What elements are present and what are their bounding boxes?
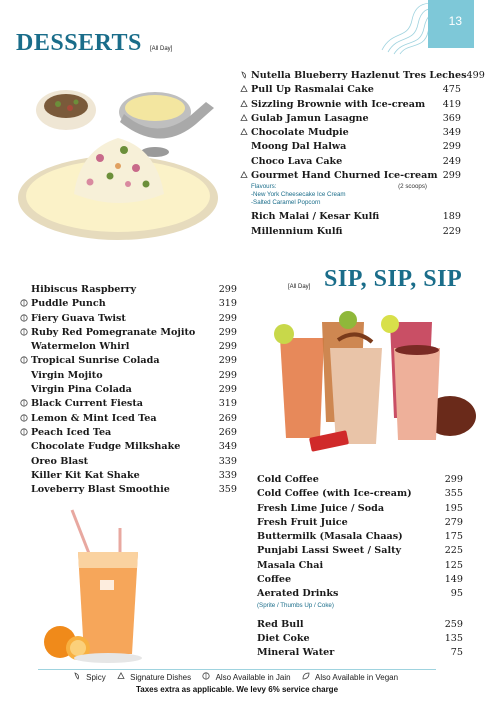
menu-item-price: 319: [218, 398, 237, 410]
menu-item: [31, 469, 237, 483]
menu-item: [257, 559, 463, 573]
menu-item-name: Sizzling Brownie with Ice-cream: [251, 98, 426, 110]
menu-item-price: 229: [442, 225, 461, 237]
jain-icon: [20, 314, 28, 322]
menu-item-name: Black Current Fiesta: [31, 398, 143, 410]
menu-item: [251, 169, 461, 183]
menu-item-price: 299: [442, 141, 461, 153]
menu-item: [251, 69, 485, 83]
menu-item-price: 149: [444, 574, 463, 586]
menu-item-name: Buttermilk (Masala Chaas): [257, 531, 403, 543]
menu-item-price: 259: [444, 618, 463, 630]
menu-item: [31, 312, 237, 326]
menu-item: [257, 530, 463, 544]
menu-item-name: Tropical Sunrise Colada: [31, 355, 160, 367]
menu-item: [257, 516, 463, 530]
menu-item-price: 279: [444, 516, 463, 528]
menu-item-price: 475: [442, 84, 461, 96]
menu-item: [257, 587, 463, 601]
menu-item-name: Killer Kit Kat Shake: [31, 469, 140, 481]
icon-legend: [0, 672, 474, 682]
menu-item-name: Fresh Fruit Juice: [257, 516, 348, 528]
menu-item-price: 299: [442, 170, 461, 182]
menu-item-price: 249: [442, 155, 461, 167]
menu-item-name: Fiery Guava Twist: [31, 312, 126, 324]
menu-item: [31, 397, 237, 411]
sip-menu-left: [31, 283, 237, 497]
menu-item-price: 175: [444, 531, 463, 543]
legend-jain-label: Also Available in Jain: [215, 673, 291, 682]
menu-item-price: 269: [218, 426, 237, 438]
menu-item-price: 299: [218, 355, 237, 367]
menu-item: [257, 473, 463, 487]
spicy-icon: [240, 71, 248, 79]
page-number: 13: [448, 14, 462, 28]
menu-item-price: 299: [218, 326, 237, 338]
menu-item-price: 359: [218, 484, 237, 496]
menu-item: [257, 618, 463, 632]
menu-item-name: Diet Coke: [257, 632, 310, 644]
legend-vegan: [302, 673, 401, 682]
legend-signature: [117, 673, 196, 682]
legend-spicy-label: Spicy: [86, 673, 106, 682]
menu-item-price: 195: [444, 502, 463, 514]
signature-icon: [240, 114, 248, 122]
menu-item-name: Hibiscus Raspberry: [31, 284, 137, 295]
menu-item: [31, 440, 237, 454]
menu-item: [251, 126, 461, 140]
menu-item-name: Rich Malai / Kesar Kulfi: [251, 211, 380, 223]
menu-item: [251, 210, 461, 224]
menu-item-name: Cold Coffee (with Ice-cream): [257, 488, 412, 500]
menu-item-name: Coffee: [257, 574, 292, 586]
jain-icon: [202, 672, 210, 680]
menu-item-name: Cold Coffee: [257, 474, 319, 485]
legend-signature-label: Signature Dishes: [130, 673, 192, 682]
signature-icon: [240, 171, 248, 179]
legend-spicy: [73, 673, 111, 682]
aerated-drinks-options: (Sprite / Thumbs Up / Coke): [257, 601, 334, 609]
orange-drink-photo: [34, 506, 154, 666]
menu-item-name: Millennium Kulfi: [251, 225, 343, 237]
menu-item-price: 269: [218, 412, 237, 424]
menu-item-name: Ruby Red Pomegranate Mojito: [31, 326, 196, 338]
footer-divider: [38, 669, 436, 670]
desserts-menu: [251, 69, 485, 239]
menu-item: [31, 455, 237, 469]
flavour-option: -Salted Caramel Popcorn: [251, 199, 321, 207]
menu-item-price: 299: [218, 312, 237, 324]
menu-item-name: Choco Lava Cake: [251, 155, 343, 167]
menu-item-name: Fresh Lime Juice / Soda: [257, 502, 385, 514]
menu-item-price: 299: [218, 341, 237, 353]
menu-item-price: 419: [442, 98, 461, 110]
menu-item-price: 299: [218, 284, 237, 295]
menu-item-name: Loveberry Blast Smoothie: [31, 484, 170, 496]
tax-note: Taxes extra as applicable. We levy 6% service charge: [135, 685, 339, 694]
sip-menu-right: [257, 473, 463, 661]
flavour-option: -New York Cheesecake Ice Cream: [251, 191, 346, 199]
menu-item-name: Mineral Water: [257, 647, 335, 659]
menu-item: [31, 283, 237, 297]
menu-item-price: 95: [450, 588, 463, 600]
menu-item-price: 339: [218, 455, 237, 467]
menu-item: [257, 487, 463, 501]
menu-item-price: 299: [218, 384, 237, 396]
drinks-photo: [272, 310, 474, 470]
signature-icon: [117, 672, 125, 680]
jain-icon: [20, 399, 28, 407]
menu-item-name: Pull Up Rasmalai Cake: [251, 84, 374, 96]
menu-item-price: 339: [218, 469, 237, 481]
signature-icon: [240, 128, 248, 136]
menu-item-name: Aerated Drinks: [257, 588, 339, 600]
menu-item-price: 135: [444, 632, 463, 644]
menu-item-price: 299: [218, 369, 237, 381]
menu-item-name: Gourmet Hand Churned Ice-cream: [251, 170, 438, 182]
menu-item-price: 349: [442, 127, 461, 139]
menu-item-price: 225: [444, 545, 463, 557]
signature-icon: [240, 100, 248, 108]
menu-item: [251, 140, 461, 154]
menu-item: [251, 225, 461, 239]
jain-icon: [20, 356, 28, 364]
menu-item: [31, 483, 237, 497]
menu-item-name: Chocolate Fudge Milkshake: [31, 441, 181, 453]
menu-item-name: Punjabi Lassi Sweet / Salty: [257, 545, 402, 557]
menu-item-name: Red Bull: [257, 618, 304, 630]
jain-icon: [20, 414, 28, 422]
legend-vegan-label: Also Available in Vegan: [315, 673, 399, 682]
menu-item-name: Chocolate Mudpie: [251, 127, 349, 139]
menu-item: [31, 426, 237, 440]
menu-item: [257, 646, 463, 660]
menu-item: [31, 297, 237, 311]
sip-all-day-tag: [All Day]: [288, 284, 311, 290]
menu-item-price: 369: [442, 112, 461, 124]
menu-item-name: Watermelon Whirl: [31, 341, 130, 353]
menu-item: [31, 369, 237, 383]
menu-item: [251, 98, 461, 112]
legend-jain: [202, 673, 295, 682]
jain-icon: [20, 299, 28, 307]
menu-item-name: Nutella Blueberry Hazlenut Tres Leches: [251, 70, 467, 81]
menu-item-price: 75: [450, 647, 463, 659]
menu-item-price: 125: [444, 559, 463, 571]
menu-item: [31, 383, 237, 397]
menu-item-name: Puddle Punch: [31, 298, 106, 310]
menu-item: [31, 326, 237, 340]
menu-item-price: 299: [444, 474, 463, 485]
menu-item-name: Virgin Pina Colada: [31, 384, 132, 396]
menu-item-price: 355: [444, 488, 463, 500]
menu-item-price: 349: [218, 441, 237, 453]
menu-item-price: 499: [466, 70, 485, 81]
flavours-label: Flavours:: [251, 183, 277, 191]
vegan-icon: [302, 672, 310, 680]
menu-item: [251, 155, 461, 169]
menu-item-name: Gulab Jamun Lasagne: [251, 112, 369, 124]
flavours-row: [251, 183, 461, 191]
menu-item: [31, 354, 237, 368]
menu-item-name: Peach Iced Tea: [31, 426, 112, 438]
menu-item: [31, 340, 237, 354]
menu-item: [251, 112, 461, 126]
menu-item-name: Virgin Mojito: [31, 369, 103, 381]
menu-item: [257, 632, 463, 646]
sip-title: SIP, SIP, SIP: [324, 266, 463, 292]
jain-icon: [20, 428, 28, 436]
menu-item-name: Lemon & Mint Iced Tea: [31, 412, 157, 424]
menu-item-name: Moong Dal Halwa: [251, 141, 347, 153]
desserts-all-day-tag: [All Day]: [150, 46, 173, 52]
spicy-icon: [73, 672, 81, 680]
menu-item-name: Masala Chai: [257, 559, 324, 571]
dessert-photo: [0, 72, 232, 244]
menu-item: [257, 544, 463, 558]
menu-item: [257, 573, 463, 587]
desserts-title: DESSERTS: [16, 30, 142, 56]
menu-item-price: 319: [218, 298, 237, 310]
menu-item: [251, 83, 461, 97]
menu-item-price: 189: [442, 211, 461, 223]
menu-item: [257, 502, 463, 516]
scoops-label: (2 scoops): [398, 183, 427, 191]
signature-icon: [240, 85, 248, 93]
jain-icon: [20, 328, 28, 336]
menu-item-name: Oreo Blast: [31, 455, 89, 467]
menu-item: [31, 412, 237, 426]
